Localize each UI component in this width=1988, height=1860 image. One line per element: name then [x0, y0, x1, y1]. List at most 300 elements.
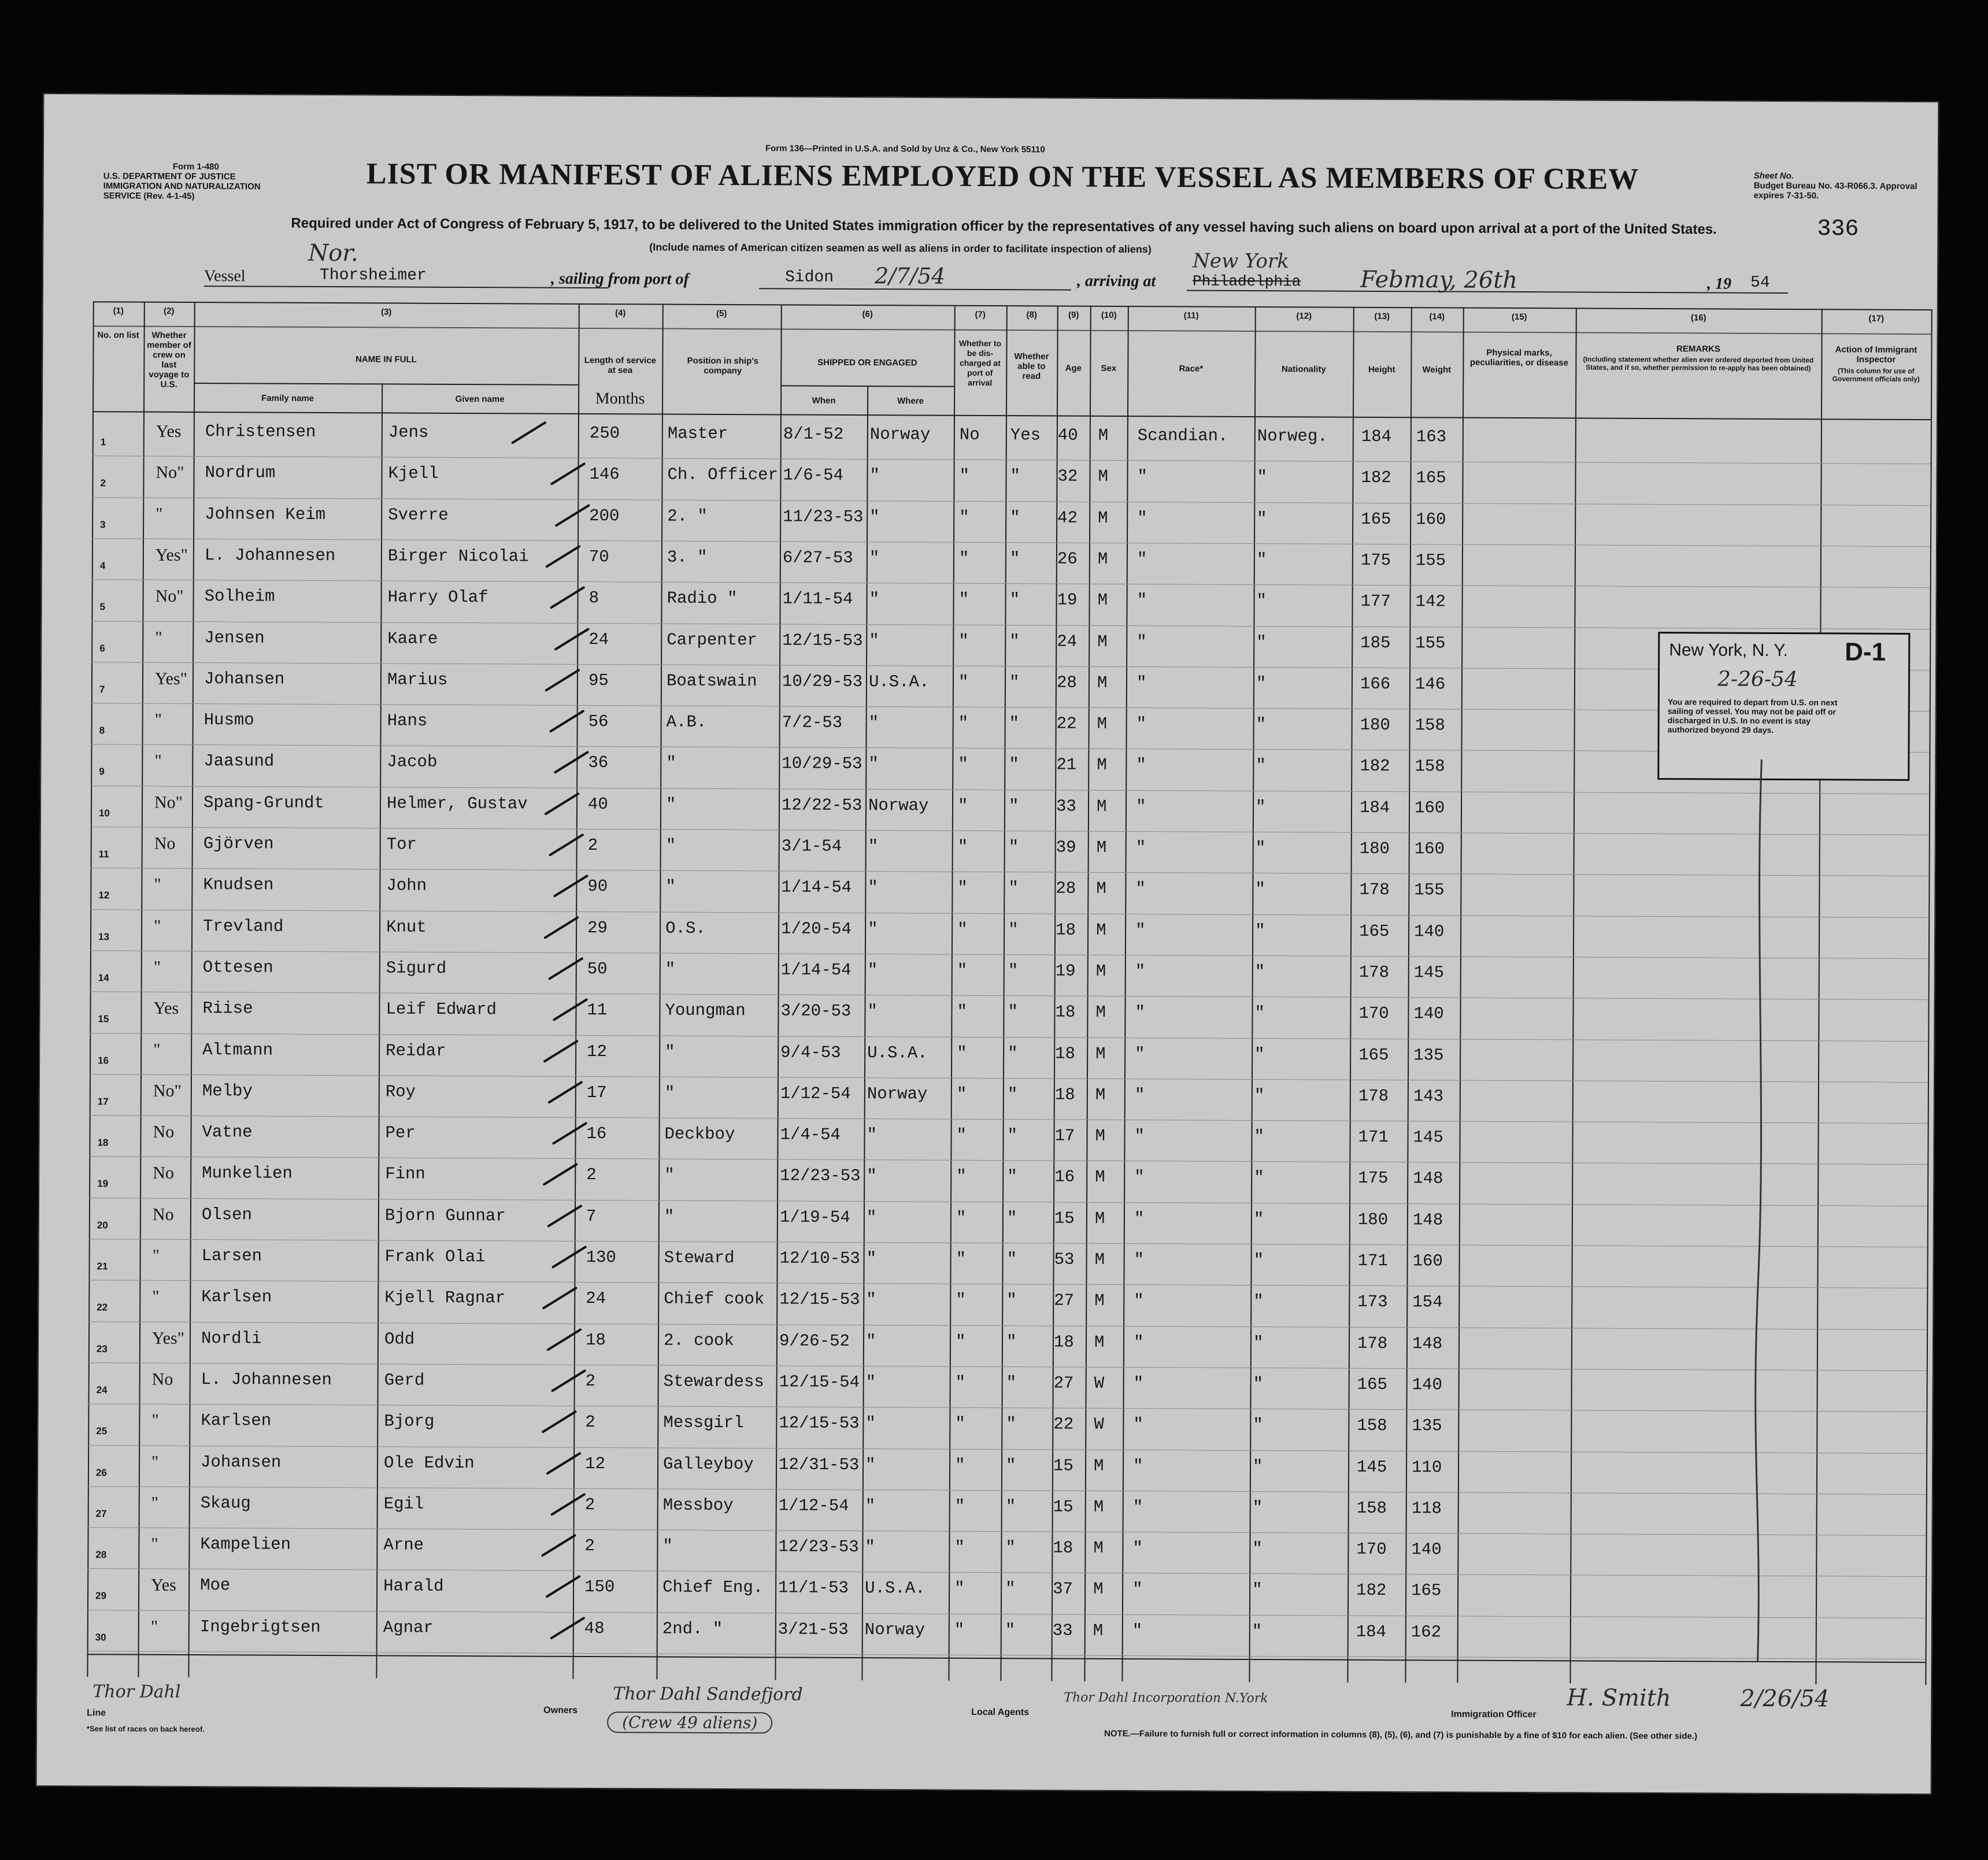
where-cell: Norway [864, 1620, 925, 1640]
when-cell: 9/4-53 [780, 1042, 841, 1062]
months-cell: 2 [584, 1495, 595, 1514]
height-cell: 165 [1359, 921, 1390, 941]
row-number: 5 [99, 601, 106, 613]
position-cell: Steward [664, 1248, 735, 1268]
able-read-cell: " [1007, 1126, 1018, 1146]
months-cell: 7 [586, 1206, 597, 1226]
where-cell: " [868, 713, 879, 733]
check-mark [545, 668, 580, 691]
family-name-cell: Johnsen Keim [205, 504, 326, 524]
nationality-cell: " [1255, 880, 1265, 899]
given-name-cell: Egil [383, 1494, 424, 1514]
when-cell: 1/14-54 [780, 960, 852, 980]
discharged-cell: " [959, 507, 969, 527]
nationality-cell: " [1252, 1580, 1263, 1600]
height-cell: 184 [1361, 427, 1392, 447]
able-read-cell: " [1009, 631, 1020, 651]
position-cell: Chief cook [664, 1289, 765, 1309]
family-name-cell: L. Johannesen [201, 1369, 332, 1390]
nationality-cell: " [1257, 509, 1267, 528]
stamp-date: 2-26-54 [1717, 667, 1798, 692]
nationality-cell: " [1256, 591, 1267, 611]
able-read-cell: " [1008, 1002, 1018, 1022]
sex-cell: M [1097, 549, 1108, 569]
check-mark [553, 998, 588, 1021]
family-name-cell: Knudsen [203, 875, 274, 895]
printer-line: Form 136—Printed in U.S.A. and Sold by Unz & Co., New York 55110 [765, 143, 1045, 155]
header-age: Age [1065, 363, 1082, 373]
given-name-cell: Agnar [383, 1618, 434, 1637]
arriving-label: , arriving at [1076, 272, 1156, 291]
race-cell: " [1135, 962, 1146, 981]
row-number: 16 [98, 1054, 109, 1066]
months-cell: 29 [587, 918, 608, 938]
sex-cell: M [1095, 1044, 1106, 1064]
col-num: (6) [862, 309, 873, 320]
position-cell: Master [667, 424, 728, 444]
discharged-cell: " [954, 1537, 965, 1557]
last-voyage-cell: Yes [151, 1576, 176, 1595]
where-cell: " [866, 1249, 877, 1269]
where-cell: " [865, 1496, 876, 1516]
officer-date: 2/26/54 [1740, 1685, 1830, 1713]
row-number: 30 [95, 1631, 106, 1643]
header-given-name: Given name [455, 394, 505, 405]
weight-cell: 143 [1413, 1087, 1444, 1106]
col-num: (3) [381, 307, 392, 317]
position-cell: " [666, 753, 676, 773]
position-cell: " [664, 1083, 675, 1103]
weight-cell: 165 [1416, 468, 1446, 488]
race-cell: " [1133, 1374, 1144, 1394]
sex-cell: M [1093, 1456, 1104, 1476]
height-cell: 178 [1357, 1333, 1388, 1353]
months-cell: 24 [586, 1289, 606, 1309]
weight-cell: 160 [1412, 1251, 1443, 1271]
height-cell: 175 [1360, 550, 1391, 570]
row-divider [91, 786, 1929, 794]
discharged-cell: No [959, 425, 980, 444]
where-cell: U.S.A. [867, 1043, 928, 1063]
months-cell: 90 [587, 877, 608, 896]
months-cell: 12 [587, 1042, 608, 1061]
family-name-cell: Jaasund [203, 751, 275, 772]
col-num: (14) [1429, 312, 1445, 322]
given-name-cell: Arne [383, 1535, 424, 1555]
discharged-cell: " [956, 1167, 967, 1187]
discharged-cell: " [958, 713, 969, 733]
check-mark [549, 833, 584, 857]
position-cell: Boatswain [666, 671, 757, 691]
last-voyage-cell: " [151, 1534, 158, 1554]
able-read-cell: " [1008, 961, 1019, 981]
family-name-cell: Karlsen [201, 1287, 272, 1307]
nationality-cell: " [1253, 1374, 1264, 1394]
when-cell: 12/23-53 [780, 1166, 861, 1186]
weight-cell: 160 [1414, 839, 1445, 859]
age-cell: 15 [1054, 1209, 1075, 1228]
age-cell: 18 [1056, 920, 1076, 940]
able-read-cell: " [1005, 1579, 1016, 1599]
age-cell: 21 [1056, 755, 1077, 775]
include-statement: (Include names of American citizen seamen as well as aliens in order to facilitate inspection of aliens) [649, 241, 1152, 255]
race-cell: " [1134, 1127, 1145, 1146]
when-cell: 3/1-54 [781, 836, 842, 856]
sailing-label: , sailing from port of [550, 269, 689, 288]
when-cell: 8/1-52 [783, 424, 844, 444]
given-name-cell: Roy [385, 1082, 416, 1102]
race-cell: " [1132, 1497, 1143, 1517]
officer-label: Immigration Officer [1451, 1709, 1537, 1720]
able-read-cell: " [1009, 672, 1020, 692]
months-cell: 200 [589, 506, 620, 525]
when-cell: 12/22-53 [781, 795, 862, 815]
when-cell: 1/19-54 [779, 1207, 850, 1227]
row-divider [91, 868, 1929, 877]
last-voyage-cell: No [154, 833, 176, 853]
last-voyage-cell: No [152, 1205, 174, 1224]
where-cell: U.S.A. [865, 1579, 925, 1598]
height-cell: 173 [1357, 1292, 1388, 1312]
col-num: (17) [1868, 313, 1885, 324]
discharged-cell: " [955, 1332, 966, 1351]
manifest-sheet [36, 93, 1939, 1795]
check-mark [554, 627, 590, 650]
family-name-cell: Husmo [203, 710, 254, 730]
weight-cell: 160 [1414, 798, 1445, 818]
header-physical-marks: Physical marks, peculiarities, or disease [1469, 347, 1568, 368]
when-cell: 12/31-53 [778, 1454, 860, 1474]
required-statement: Required under Act of Congress of February 5, 1917, to be delivered to the United States immigration officer by the representatives of any vessel having such aliens on board upon arrival at a port of the United States. [291, 215, 1717, 238]
race-cell: " [1133, 1415, 1143, 1435]
sex-cell: M [1094, 1332, 1105, 1352]
where-cell: " [867, 960, 878, 980]
weight-cell: 154 [1412, 1292, 1443, 1312]
check-mark [542, 1287, 578, 1310]
nationality-cell: " [1253, 1292, 1264, 1311]
height-cell: 166 [1360, 674, 1391, 694]
race-cell: " [1136, 714, 1147, 734]
race-cell: " [1137, 467, 1148, 487]
last-voyage-cell: " [154, 916, 161, 936]
row-number: 29 [95, 1590, 107, 1602]
header-action: Action of Immigrant Inspector [1835, 344, 1917, 365]
nationality-cell: " [1254, 1168, 1264, 1188]
header-nationality: Nationality [1281, 364, 1326, 375]
row-number: 23 [96, 1343, 108, 1354]
nationality-cell: " [1252, 1498, 1263, 1517]
row-divider [92, 538, 1930, 547]
when-cell: 1/12-54 [780, 1084, 851, 1103]
discharged-cell: " [957, 961, 968, 980]
sex-cell: M [1096, 796, 1107, 816]
able-read-cell: Yes [1010, 425, 1041, 445]
when-cell: 1/11-54 [782, 589, 853, 609]
col-num: (12) [1296, 311, 1312, 321]
discharged-cell: " [958, 755, 968, 775]
family-name-cell: Munkelien [202, 1164, 293, 1184]
position-cell: " [665, 959, 676, 979]
when-cell: 12/15-53 [779, 1413, 860, 1433]
header-name-in-full: NAME IN FULL [355, 354, 417, 365]
height-cell: 180 [1359, 839, 1390, 859]
height-cell: 180 [1360, 715, 1390, 735]
last-voyage-cell: " [155, 628, 162, 647]
row-number: 6 [99, 642, 105, 654]
able-read-cell: " [1006, 1250, 1017, 1269]
row-number: 2 [100, 477, 106, 489]
row-number: 20 [97, 1219, 108, 1231]
nationality-cell: " [1254, 1085, 1265, 1105]
months-cell: 2 [587, 835, 598, 855]
check-mark [550, 1616, 586, 1639]
months-cell: 12 [584, 1454, 605, 1473]
discharged-cell: " [958, 549, 969, 568]
header-no-on-list: No. on list [97, 330, 139, 340]
when-cell: 12/15-53 [782, 630, 863, 650]
check-mark [545, 545, 581, 568]
given-name-cell: Jens [388, 423, 429, 442]
where-cell: U.S.A. [868, 672, 930, 692]
able-read-cell: " [1009, 714, 1020, 733]
weight-cell: 135 [1413, 1045, 1444, 1065]
check-mark [543, 916, 579, 939]
position-cell: Carpenter [667, 630, 758, 650]
family-name-cell: Skaug [200, 1493, 251, 1513]
sex-cell: M [1097, 714, 1108, 733]
able-read-cell: " [1010, 507, 1020, 527]
height-cell: 165 [1361, 509, 1391, 529]
race-cell: " [1132, 1456, 1143, 1476]
stamp-place: New York, N. Y. [1669, 640, 1788, 661]
weight-cell: 163 [1416, 427, 1447, 447]
given-name-cell: Per [385, 1123, 416, 1143]
sex-cell: M [1095, 961, 1106, 981]
nationality-cell: " [1256, 756, 1266, 776]
position-cell: " [664, 1165, 675, 1185]
sex-cell: M [1094, 1291, 1105, 1311]
discharged-cell: " [956, 1291, 966, 1310]
when-cell: 1/6-54 [783, 465, 844, 486]
where-cell: " [869, 466, 880, 486]
where-cell: " [869, 507, 880, 527]
footer-note: NOTE.—Failure to furnish full or correct information in columns (8), (5), (6), and (7) is punishable by a fine of $10 for each alien. (See other side.) [1104, 1728, 1698, 1742]
header-months: Months [595, 390, 645, 408]
position-cell: Youngman [665, 1001, 746, 1021]
height-cell: 185 [1360, 633, 1391, 653]
sex-cell: M [1097, 673, 1108, 692]
able-read-cell: " [1008, 1043, 1018, 1063]
sex-cell: M [1098, 467, 1109, 487]
row-divider [91, 703, 1930, 712]
weight-cell: 140 [1411, 1540, 1442, 1559]
last-voyage-cell: No" [153, 1081, 182, 1101]
nationality-cell: " [1253, 1209, 1264, 1229]
given-name-cell: Reidar [386, 1040, 446, 1061]
row-number: 21 [97, 1261, 108, 1272]
months-cell: 2 [586, 1165, 597, 1185]
header-shipped: SHIPPED OR ENGAGED [817, 357, 917, 368]
given-name-cell: Harald [383, 1576, 444, 1596]
row-divider [90, 1115, 1928, 1124]
race-cell: " [1135, 1003, 1145, 1022]
where-cell: " [868, 878, 878, 898]
where-cell: " [866, 1207, 877, 1227]
check-mark [550, 1493, 586, 1516]
discharged-cell: " [956, 1084, 967, 1104]
last-voyage-cell: Yes" [154, 669, 187, 688]
row-number: 17 [97, 1096, 109, 1107]
age-cell: 53 [1054, 1250, 1075, 1269]
family-name-cell: Altmann [202, 1040, 273, 1060]
age-cell: 28 [1056, 673, 1077, 692]
row-divider [90, 991, 1928, 1000]
race-cell: " [1135, 1044, 1145, 1064]
sex-cell: M [1094, 1209, 1105, 1228]
nationality-cell: " [1256, 673, 1267, 693]
check-mark [553, 875, 589, 898]
row-number: 18 [97, 1137, 109, 1148]
last-voyage-cell: " [154, 710, 162, 729]
given-name-cell: Jacob [387, 752, 438, 772]
race-cell: " [1135, 838, 1146, 858]
weight-cell: 155 [1415, 551, 1446, 570]
height-cell: 145 [1356, 1457, 1387, 1477]
height-cell: 165 [1358, 1045, 1389, 1065]
height-cell: 184 [1359, 798, 1390, 817]
last-voyage-cell: Yes [153, 998, 179, 1018]
check-mark [541, 1534, 577, 1557]
arrival-date: Febmay, 26th [1360, 266, 1518, 294]
last-voyage-cell: No [153, 1122, 175, 1142]
nationality-cell: " [1254, 1003, 1265, 1023]
when-cell: 3/20-53 [780, 1001, 852, 1021]
months-cell: 130 [586, 1247, 616, 1268]
given-name-cell: Birger Nicolai [387, 546, 529, 566]
age-cell: 32 [1057, 466, 1078, 486]
vessel-nationality-note: Nor. [308, 239, 358, 267]
height-cell: 178 [1358, 962, 1390, 982]
race-cell: " [1134, 1085, 1145, 1105]
agents-value: Thor Dahl Incorporation N.York [1064, 1690, 1268, 1706]
discharged-cell: " [954, 1579, 965, 1599]
discharged-cell: " [958, 672, 969, 692]
nationality-cell: " [1252, 1457, 1263, 1476]
row-number: 7 [99, 684, 105, 695]
height-cell: 177 [1360, 591, 1391, 612]
months-cell: 18 [585, 1330, 606, 1350]
given-name-cell: Bjorn Gunnar [384, 1206, 506, 1226]
sex-cell: M [1095, 1168, 1105, 1187]
stamp-text: You are required to depart from U.S. on next sailing of vessel. You may not be paid off or discharged in U.S. In no event is stay authorized beyond 29 days. [1667, 697, 1838, 735]
row-divider [90, 1033, 1928, 1042]
family-name-cell: Riise [202, 999, 253, 1018]
discharged-cell: " [957, 920, 968, 939]
vessel-name: Thorsheimer [319, 266, 427, 285]
when-cell: 3/21-53 [778, 1620, 849, 1639]
when-cell: 11/23-53 [783, 507, 864, 527]
sex-cell: M [1097, 632, 1108, 651]
age-cell: 18 [1053, 1538, 1073, 1558]
weight-cell: 155 [1415, 633, 1446, 653]
last-voyage-cell: " [150, 1617, 158, 1636]
family-name-cell: Moe [200, 1576, 231, 1595]
nationality-cell: " [1252, 1621, 1263, 1641]
row-number: 10 [98, 807, 110, 819]
row-number: 28 [95, 1549, 107, 1561]
race-cell: " [1135, 796, 1146, 816]
given-name-cell: Bjorg [384, 1411, 435, 1432]
given-name-cell: Harry Olaf [387, 587, 488, 607]
sex-cell: M [1093, 1538, 1104, 1558]
months-cell: 48 [584, 1618, 605, 1638]
header-length-service: Length of service at sea [584, 355, 657, 376]
vessel-underline [204, 286, 609, 288]
discharged-cell: " [956, 1125, 967, 1145]
months-cell: 50 [587, 959, 608, 979]
check-mark [544, 792, 580, 815]
family-name-cell: Kampelien [200, 1535, 291, 1554]
discharged-cell: " [957, 837, 968, 857]
age-cell: 42 [1057, 508, 1078, 528]
check-mark [546, 1328, 582, 1351]
given-name-cell: Frank Olai [384, 1247, 486, 1267]
given-name-cell: Knut [386, 917, 427, 937]
race-cell: " [1133, 1332, 1144, 1352]
last-voyage-cell: " [156, 504, 163, 524]
position-cell: 2. " [667, 506, 708, 526]
able-read-cell: " [1006, 1332, 1017, 1351]
given-name-cell: Sverre [388, 505, 449, 525]
able-read-cell: " [1006, 1373, 1017, 1393]
family-name-cell: Karlsen [201, 1411, 272, 1431]
row-number: 25 [96, 1425, 108, 1437]
last-voyage-cell: " [152, 1246, 160, 1265]
pencil-line [1746, 759, 1774, 1661]
races-note: *See list of races on back hereof. [87, 1724, 205, 1734]
family-name-cell: Melby [202, 1081, 253, 1101]
weight-cell: 142 [1415, 592, 1446, 612]
weight-cell: 145 [1413, 963, 1445, 983]
deportation-stamp [1657, 632, 1910, 781]
race-cell: " [1136, 755, 1146, 775]
sex-cell: M [1096, 879, 1106, 899]
discharged-cell: " [958, 631, 969, 651]
family-name-cell: Olsen [201, 1205, 253, 1225]
sex-cell: M [1095, 1003, 1106, 1022]
last-voyage-cell: " [151, 1452, 159, 1472]
family-name-cell: L. Johannesen [204, 545, 336, 565]
col-num: (15) [1511, 312, 1527, 323]
last-voyage-cell: No" [156, 463, 184, 483]
position-cell: 2nd. " [662, 1619, 723, 1639]
row-divider [92, 497, 1930, 506]
age-cell: 40 [1057, 425, 1078, 445]
check-mark [546, 1451, 582, 1474]
given-name-cell: Sigurd [386, 958, 447, 978]
height-cell: 182 [1356, 1581, 1387, 1600]
age-cell: 26 [1057, 549, 1078, 569]
sex-cell: M [1093, 1621, 1104, 1640]
position-cell: " [664, 1207, 675, 1227]
sex-cell: M [1097, 591, 1108, 610]
where-cell: " [865, 1372, 876, 1392]
age-cell: 16 [1054, 1167, 1075, 1187]
where-cell: " [868, 919, 878, 939]
discharged-cell: " [956, 1249, 967, 1269]
race-cell: " [1134, 1291, 1144, 1311]
months-cell: 150 [584, 1577, 615, 1597]
